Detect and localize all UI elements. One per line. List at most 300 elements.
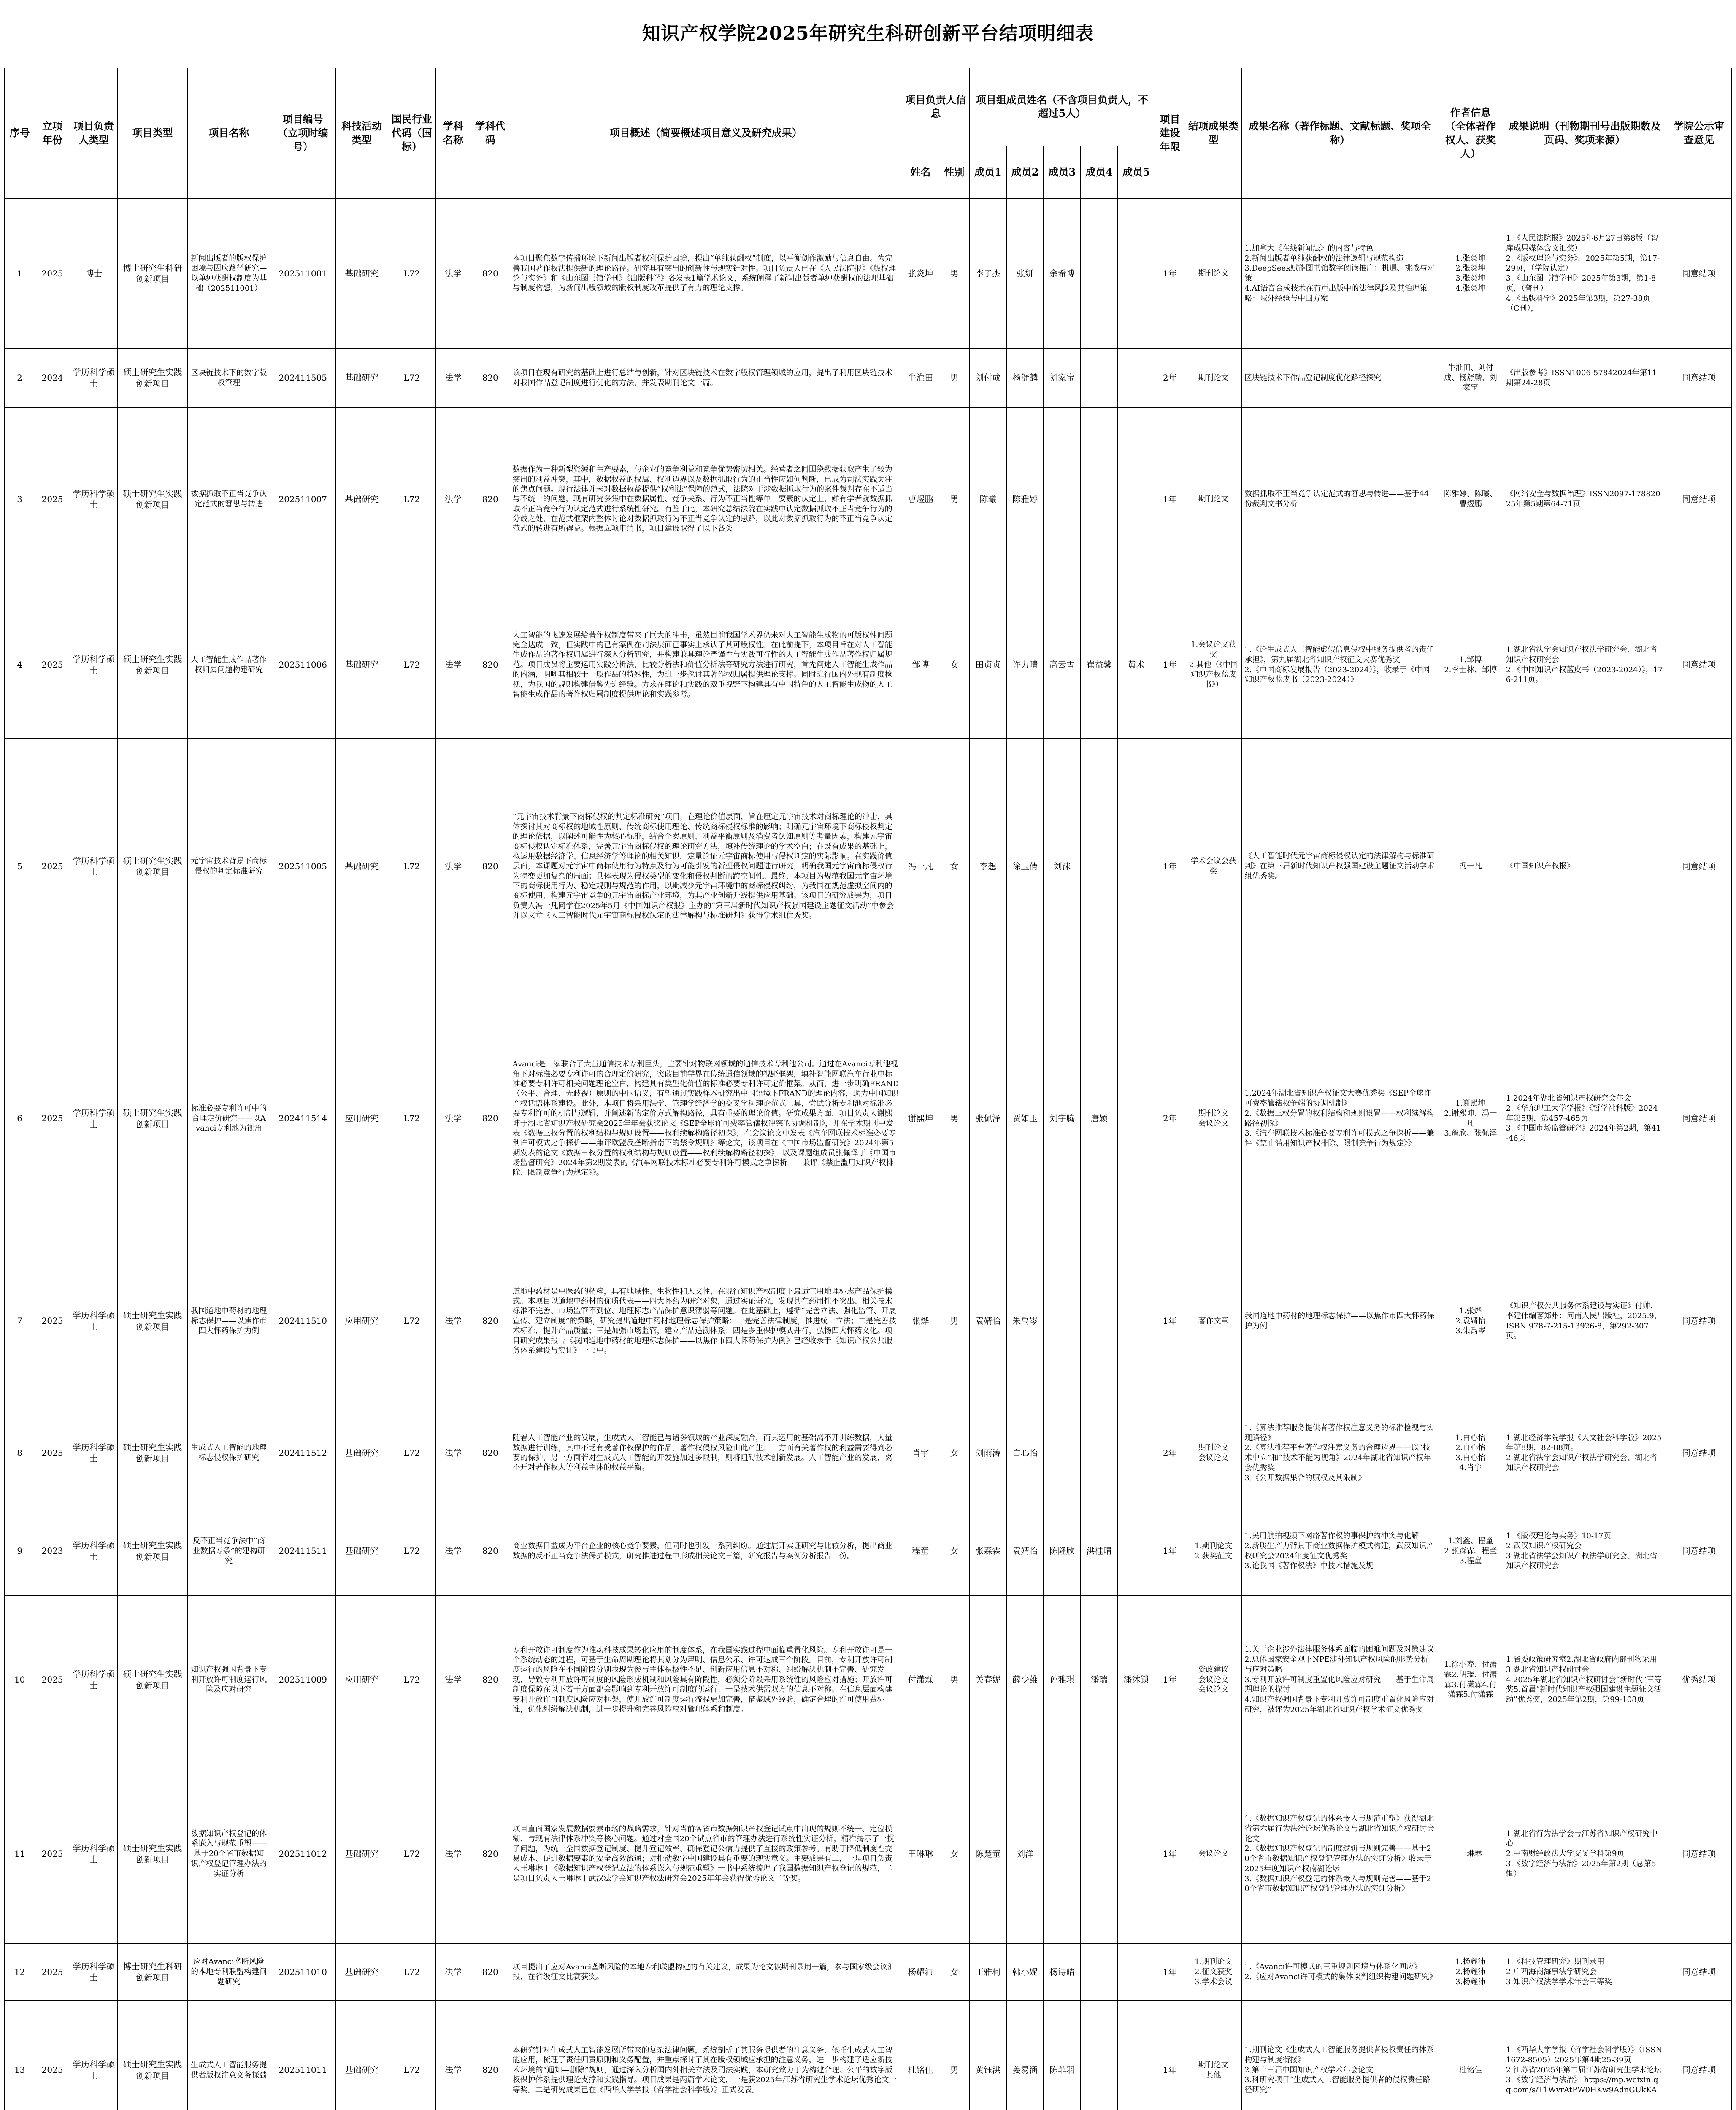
cell-member-2: 陈雅婷: [1006, 408, 1044, 591]
cell-activity-type: 基础研究: [335, 1399, 388, 1507]
cell-activity-type: 基础研究: [335, 408, 388, 591]
cell-discipline-code: 820: [471, 1944, 510, 2001]
cell-gender: 男: [939, 994, 969, 1243]
cell-project-type: 硕士研究生实践创新项目: [118, 349, 187, 408]
cell-activity-type: 基础研究: [335, 591, 388, 739]
cell-result-type: 期刊论文 其他: [1185, 2001, 1242, 2110]
cell-review: 同意结项: [1666, 739, 1731, 994]
cell-review: 同意结项: [1666, 199, 1731, 349]
table-row: [5, 1399, 1732, 1507]
table-body: [5, 199, 1732, 2110]
cell-project-name: 人工智能生成作品著作权归属问题构建研究: [187, 591, 270, 739]
cell-discipline: 法学: [436, 994, 471, 1243]
cell-member-2: 朱禹岑: [1006, 1243, 1044, 1399]
cell-member-1: 黄钰洪: [969, 2001, 1006, 2110]
cell-year: 2025: [35, 994, 70, 1243]
cell-summary: Avanci是一家联合了大量通信技术专利巨头，主要针对物联网领域的通信技术专利池公司。通过在Avanci专利池视角下对标准必要专利许可的合理定价研究，突破目前学界在传统通信领域的视野框架，填补智能网联汽车行业中标准必要专利许可相关问题理论空白，构建具有类型化价值的标准必要专利许可定价框架。从而，进一步明确FRAND（公平、合理、无歧视）原则的中国语义，有望通过实践样本研究出中国语境下FRAND的理论内容，助力中国知识产权话语体系建设。此外，本项目将采用法学、管理学经济学的交叉学科理论范式工具，尝试分析专利池对标准必要专利许可的机制与逻辑，并阐述新的定价方式解构路径，具有重要的理论价值。研究成果方面，项目负责人谢熙坤于湖北省知识产权研究会2025年年会获奖论文《SEP全球许可费率管辖权冲突的协调机制》，并在学术期刊中发表《数据三权分置的权利结构与规则设置——权利续解构路径初探》，在会议论文中发表《汽车网联技术标准必要专利许可模式之争探析——兼评欧盟反垄断指南下的禁令规则》等论文，该项目在《中国市场监督研究》2024年第5期发表的论文《数据三权分置的权利结构与规则设置——权利续解构路径初探》，以及课题组成员张佩泽于《中国市场监督研究》2024年第2期发表的《汽车网联技术标准必要专利许可模式之争探析——兼评《禁止滥用知识产权排除、限制竞争行为规定》》。: [510, 994, 902, 1243]
cell-project-type: 硕士研究生实践创新项目: [118, 1507, 187, 1596]
header-seq: 序号: [5, 68, 35, 199]
cell-authors: 1.张炎坤 2.张炎坤 3.张炎坤 4.张炎坤: [1438, 199, 1503, 349]
header-member-group: 项目组成员姓名（不含项目负责人，不超过5人）: [969, 68, 1155, 146]
cell-year: 2024: [35, 349, 70, 408]
cell-summary: 随着人工智能产业的发展，生成式人工智能已与诸多领域的产业深度融合，而其运用的基础离不开训练数据，大量数据进行训练，其中不乏有受著作权保护的作品，著作权侵权风险由此产生。一方面有关著作权的利益需要得到必要的保护，另一方面若对生成式人工智能的开发施加过多限制，则将阻碍技术创新发展。人工智能产业的发展，离不开对著作权人等利益主体的权益平衡。: [510, 1399, 902, 1507]
cell-authors: 冯一凡: [1438, 739, 1503, 994]
cell-discipline-code: 820: [471, 2001, 510, 2110]
cell-project-name: 应对Avanci垄断风险的本地专利联盟构建问题研究: [187, 1944, 270, 2001]
cell-result-type: 期刊论文 会议论文: [1185, 994, 1242, 1243]
cell-year: 2025: [35, 1596, 70, 1764]
cell-member-2: 薛少雄: [1006, 1596, 1044, 1764]
cell-leader-type: 学历科学硕士: [70, 1764, 118, 1944]
cell-member-3: [1044, 1399, 1081, 1507]
cell-summary: “元宇宙技术背景下商标侵权的判定标准研究”项目，在理论价值层面，旨在厘定元宇宙技术对商标理论的冲击，具体探讨其对商标权的地域性原则、传统商标使用理论、传统商标侵权标准的影响；明确元宇宙环境下商标侵权判定的理论依据，以阐述可能性为核心标准，结合个案原则、利益平衡原则及消费者认知原则等考量因素，构建元宇宙商标侵权认定标准体系，完善元宇宙商标侵权的理论研究方法，填补传统理论的学术空白；在既有成果的基础上，拟运用数据经济学、信息经济学等理论的相关知识，定量论证元宇宙商标使用与侵权判定的实际影响。在实践价值层面，本课题对元宇宙中商标使用行为特点及行为可能引发的新型侵权问题进行研究，明确我国元宇宙商标侵权行为特变更加复杂的局面；具体表现为侵权类型的变化和侵权判断的跨空间性。最终，本项目为规范我国元宇宙环境下的商标使用行为、稳定规则与规范的作用，以期减少元宇宙环境中的商标侵权纠纷，为我国在规范虚拟空间内的商标使用，构建元宇宙竞争的元宇宙商标产业环境，为其产业创新升级提供应用基础。该项目的研究成果为，项目负责人冯一凡同学在2025年5月《中国知识产权报》主办的“第三届新时代知识产权强国建设主题征文活动”中参会并以文章《人工智能时代元宇宙商标侵权认定的法律解构与标准研判》获得学术组优秀奖。: [510, 739, 902, 994]
cell-summary: 人工智能的飞速发展给著作权制度带来了巨大的冲击，虽然目前我国学术界仍未对人工智能生成物的可版权性问题完全达成一致，但实践中的已有案例在司法层面已事实上承认了其可版权性。在此前提下，本项目旨在对人工智能生成作品的著作权归属进行深入分析研究，并构建兼具理论严谨性与实践可行性的人工智能生成作品著作权归属规范。项目成员将主要运用实践分析法、比较分析法和价值分析法等研究方法进行研究，首先阐述人工智能生成作品的内涵，明晰其相较于一般作品的特殊性，为进一步探讨其著作权归属提供理论支撑。同时进行国内外现有制度检视，为我国的规则构建借鉴先进经验。力求在理论和实践的双重视野下构建具有中国特色的人工智能生成物的人工智能生成作品的著作权归属制度提供理论和实践参考。: [510, 591, 902, 739]
table-row: [5, 199, 1732, 349]
cell-review: 同意结项: [1666, 1243, 1731, 1399]
cell-seq: 3: [5, 408, 35, 591]
cell-leader-type: 学历科学硕士: [70, 408, 118, 591]
cell-authors: 1.徐小寿、付潇霖2.胡璟、付潇霖3.付潇霖4.付潇霖5.付潇霖: [1438, 1596, 1503, 1764]
cell-leader-type: 学历科学硕士: [70, 349, 118, 408]
cell-project-code: 202511011: [270, 2001, 335, 2110]
cell-member-5: 潘沐锁: [1117, 1596, 1155, 1764]
cell-leader-name: 杨耀沛: [902, 1944, 939, 2001]
cell-result-type: 期刊论文: [1185, 408, 1242, 591]
cell-discipline: 法学: [436, 1243, 471, 1399]
cell-econ-code: L72: [388, 739, 436, 994]
cell-leader-type: 学历科学硕士: [70, 739, 118, 994]
cell-summary: 项目提出了应对Avanci垄断风险的本地专利联盟构建的有关建议，成果为论文被期刊录用一篇，参与国家级会议汇报，在省级征文比赛获奖。: [510, 1944, 902, 2001]
cell-summary: 该项目在现有研究的基础上进行总结与创新，针对区块链技术在数字版权管理领域的应用，提出了利用区块链技术对我国作品登记制度进行优化的方法，并发表期刊论文一篇。: [510, 349, 902, 408]
cell-year: 2025: [35, 1243, 70, 1399]
cell-member-3: 杨诗晴: [1044, 1944, 1081, 2001]
cell-discipline: 法学: [436, 591, 471, 739]
cell-period: 1年: [1155, 1243, 1185, 1399]
cell-member-5: [1117, 408, 1155, 591]
cell-member-5: [1117, 349, 1155, 408]
cell-result-name: 数据抓取不正当竞争认定范式的窘思与转进——基于44份裁判文书分析: [1242, 408, 1438, 591]
cell-result-desc: 1.省委政策研究室2.湖北省政府内部刊物采用3.湖北省知识产权研讨会 4.2025年湖北省知识产权研讨会“新时代”三等奖5.首届“新时代知识产权强国建设主题征文活动”优秀奖，2025年第2期，第99-108页: [1503, 1596, 1666, 1764]
cell-activity-type: 基础研究: [335, 349, 388, 408]
table-row: [5, 349, 1732, 408]
header-review: 学院公示审查意见: [1666, 68, 1731, 199]
cell-project-name: 新闻出版者的版权保护困境与因应路径研究—以单纯获酬权制度为基础（202511001）: [187, 199, 270, 349]
cell-review: 同意结项: [1666, 2001, 1731, 2110]
cell-result-name: 1.《算法推荐服务提供者著作权注意义务的标准检视与实现路径》 2.《算法推荐平台著作权注意义务的合理边界——以“技术中立”和“技术不能为视角》2024年湖北省知识产权年会优秀奖 3.《公开数据集合的赋权及其限制》: [1242, 1399, 1438, 1507]
cell-summary: 专利开放许可制度作为推动科技成果转化应用的制度体系，在我国实践过程中面临重置化风险。专利开放许可是一个系统动态的过程，可基于生命周期理论将其划分为声明、信息公示、许可达成三个阶段。目前，专利开放许可制度运行的风险在不同阶段分别表现为参与主体积极性不足、创新应用信息不对称、纠纷解决机制不完善、研究发现，导致专利开放许可制度的风险形成机制和风险具有阶段性，必须分阶段采用系统性的风险应对措施；开放许可制度保障在以下若干方面都会影响到专利开放许可制度的运行：一是技术供需双方的信息不对称。在信息层面构建专利开放许可制度风险应对框架，使开放许可制度运行流程更加完善，借鉴域外经验，确定合理的许可使用费标准，优化纠纷解决机制，进一步提升和完善风险应对管理体系和制度。: [510, 1596, 902, 1764]
cell-member-3: 刘沫: [1044, 739, 1081, 994]
cell-gender: 女: [939, 739, 969, 994]
cell-period: 1年: [1155, 199, 1185, 349]
cell-project-code: 202511012: [270, 1764, 335, 1944]
cell-project-code: 202511009: [270, 1596, 335, 1764]
cell-gender: 女: [939, 1399, 969, 1507]
cell-member-2: 许力晴: [1006, 591, 1044, 739]
cell-project-type: 硕士研究生实践创新项目: [118, 408, 187, 591]
cell-result-type: 会议论文: [1185, 1764, 1242, 1944]
cell-gender: 女: [939, 1507, 969, 1596]
cell-result-desc: 1.《西华大学学报（哲学社会科学版）》（ISSN1672-8505）2025年第4期25-39页 2.江苏省2025年第二届江苏省研究生学术论坛 3.《数字经济与法治》 https://mp.weixin.qq.com/s/T1WvrAtPW0HKw9AdnGUkKA: [1503, 2001, 1666, 2110]
cell-seq: 1: [5, 199, 35, 349]
cell-member-3: 余希博: [1044, 199, 1081, 349]
header-result-name: 成果名称（著作标题、文献标题、奖项全称）: [1242, 68, 1438, 199]
cell-discipline-code: 820: [471, 739, 510, 994]
cell-result-desc: 《网络安全与数据治理》ISSN2097-17882025年第5期第64-71页: [1503, 408, 1666, 591]
cell-result-desc: 1.湖北经济学院学报《人文社会科学版》2025年第8期，82-88页。 2.湖北省法学会知识产权法学研究会、湖北省知识产权研究会: [1503, 1399, 1666, 1507]
cell-project-type: 硕士研究生实践创新项目: [118, 2001, 187, 2110]
cell-result-name: 1.民用航拍视频下网络著作权的事保护的冲突与化解 2.新质生产力背景下商业数据保护模式构建，武汉知识产权研究会2024年度征文优秀奖 3.论我国《著作权法》中技术措施及规: [1242, 1507, 1438, 1596]
cell-member-5: [1117, 1764, 1155, 1944]
cell-econ-code: L72: [388, 349, 436, 408]
cell-activity-type: 基础研究: [335, 739, 388, 994]
cell-authors: 牛淮田、刘付成、杨舒麟、刘家宝: [1438, 349, 1503, 408]
cell-review: 同意结项: [1666, 1507, 1731, 1596]
cell-review: 同意结项: [1666, 1944, 1731, 2001]
cell-member-4: [1081, 349, 1118, 408]
cell-member-2: 袁婧怡: [1006, 1507, 1044, 1596]
cell-member-1: 李子杰: [969, 199, 1006, 349]
header-member-2: 成员2: [1006, 146, 1044, 199]
cell-gender: 女: [939, 1944, 969, 2001]
cell-leader-type: 学历科学硕士: [70, 2001, 118, 2110]
cell-member-1: 关春妮: [969, 1596, 1006, 1764]
cell-result-type: 期刊论文: [1185, 349, 1242, 408]
cell-member-5: 黄术: [1117, 591, 1155, 739]
cell-result-type: 资政建议 会议论文 会议论文: [1185, 1596, 1242, 1764]
cell-discipline: 法学: [436, 1764, 471, 1944]
cell-project-name: 标准必要专利许可中的合理定价研究——以Avanci专利池为视角: [187, 994, 270, 1243]
cell-leader-name: 牛淮田: [902, 349, 939, 408]
page-title: 知识产权学院2025年研究生科研创新平台结项明细表: [642, 23, 1094, 44]
cell-seq: 2: [5, 349, 35, 408]
cell-econ-code: L72: [388, 1399, 436, 1507]
table-row: [5, 408, 1732, 591]
cell-year: 2025: [35, 591, 70, 739]
cell-discipline: 法学: [436, 199, 471, 349]
cell-gender: 男: [939, 349, 969, 408]
cell-member-1: 王雅柯: [969, 1944, 1006, 2001]
cell-period: 1年: [1155, 1764, 1185, 1944]
cell-discipline-code: 820: [471, 1399, 510, 1507]
cell-gender: 男: [939, 1243, 969, 1399]
header-member-4: 成员4: [1081, 146, 1118, 199]
cell-period: 1年: [1155, 1596, 1185, 1764]
cell-leader-name: 张烨: [902, 1243, 939, 1399]
cell-member-5: [1117, 2001, 1155, 2110]
cell-result-name: 1.关于企业涉外法律服务体系面临的困难问题及对策建议 2.总体国家安全观下NPE涉外知识产权风险的形势分析与应对策略 3.专利开放许可制度重置化风险应对研究——基于生命周期理论的探讨 4.知识产权强国背景下专利开放许可制度重置化风险应对研究，被评为2025年湖北省知识产权学术征文优秀奖: [1242, 1596, 1438, 1764]
cell-period: 1年: [1155, 2001, 1185, 2110]
cell-year: 2025: [35, 1944, 70, 2001]
cell-review: 同意结项: [1666, 994, 1731, 1243]
cell-member-4: [1081, 408, 1118, 591]
header-discipline: 学科名称: [436, 68, 471, 199]
cell-member-2: 韩小妮: [1006, 1944, 1044, 2001]
cell-member-4: [1081, 199, 1118, 349]
cell-discipline-code: 820: [471, 1596, 510, 1764]
cell-gender: 男: [939, 408, 969, 591]
cell-project-type: 硕士研究生实践创新项目: [118, 591, 187, 739]
cell-leader-type: 学历科学硕士: [70, 591, 118, 739]
cell-result-name: 1.期刊论文《生成式人工智能服务提供者侵权责任的体系构建与制度衔接》 2.第十三届中国知识产权学术年会论文 3.科研究项目“生成式人工智能服务提供者的侵权责任路径研究”: [1242, 2001, 1438, 2110]
cell-period: 2年: [1155, 1399, 1185, 1507]
cell-member-4: 唐颖: [1081, 994, 1118, 1243]
cell-activity-type: 应用研究: [335, 994, 388, 1243]
cell-seq: 9: [5, 1507, 35, 1596]
cell-result-desc: 1.2024年湖北省知识产权研究会年会 2.《华东理工大学学报》《哲学社科版》2024年第5期，第457-465页 3.《中国市场监管研究》2024年第2期，第41-46页: [1503, 994, 1666, 1243]
header-leader-group: 项目负责人信息: [902, 68, 969, 146]
cell-activity-type: 基础研究: [335, 2001, 388, 2110]
cell-leader-type: 学历科学硕士: [70, 1596, 118, 1764]
header-project-code: 项目编号（立项时编号）: [270, 68, 335, 199]
cell-result-type: 1.期刊论文 2.获奖征文: [1185, 1507, 1242, 1596]
cell-econ-code: L72: [388, 2001, 436, 2110]
cell-project-name: 数据抓取不正当竞争认定范式的窘思与转进: [187, 408, 270, 591]
cell-project-code: 202411511: [270, 1507, 335, 1596]
cell-member-1: 张佩泽: [969, 994, 1006, 1243]
table-row: [5, 2001, 1732, 2110]
cell-activity-type: 应用研究: [335, 1243, 388, 1399]
cell-discipline-code: 820: [471, 408, 510, 591]
header-authors: 作者信息（全体著作权人、获奖人）: [1438, 68, 1503, 199]
cell-result-type: 著作文章: [1185, 1243, 1242, 1399]
cell-project-name: 我国道地中药材的地理标志保护——以焦作市四大怀药保护为例: [187, 1243, 270, 1399]
table-row: [5, 1243, 1732, 1399]
cell-discipline: 法学: [436, 1507, 471, 1596]
cell-result-name: 《人工智能时代元宇宙商标侵权认定的法律解构与标准研判》在第三届新时代知识产权强国建设主题征文活动学术组优秀奖。: [1242, 739, 1438, 994]
cell-member-5: [1117, 1399, 1155, 1507]
cell-project-code: 202411514: [270, 994, 335, 1243]
cell-member-3: 陈隆欣: [1044, 1507, 1081, 1596]
cell-result-desc: 《中国知识产权报》: [1503, 739, 1666, 994]
cell-result-desc: 1.《科技管理研究》期刊录用 2.广西海商海事法学研究会 3.知识产权法学学术年会三等奖: [1503, 1944, 1666, 2001]
cell-summary: 本研究针对生成式人工智能发展所带来的复杂法律问题，系统剖析了其服务提供者的注意义务，依托生成式人工智能应用，梳理了责任归责原则和义务配置，并重点探讨了其在版权领域应承担的注意义务，进一步构建了适应新技术环境的“通知—删除”规则，通过深入分析国内外相关立法及司法实践，本研究致力于为构建合理、公平的数字版权保护体系提供理论支撑和实践指导。项目成果是两篇学术论文，一是获2025年江苏省研究生学术论坛优秀论文一等奖。二是研究成果已在《西华大学学报（哲学社会科学版）》正式发表。: [510, 2001, 902, 2110]
cell-discipline-code: 820: [471, 994, 510, 1243]
cell-member-1: 陈楚童: [969, 1764, 1006, 1944]
cell-member-4: 潘瑞: [1081, 1596, 1118, 1764]
cell-review: 同意结项: [1666, 591, 1731, 739]
cell-review: 同意结项: [1666, 1399, 1731, 1507]
cell-result-desc: 1.湖北省法学会知识产权法学研究会、湖北省知识产权研究会 2.《中国知识产权蓝皮书（2023-2024）》，176-211页。: [1503, 591, 1666, 739]
header-discipline-code: 学科代码: [471, 68, 510, 199]
cell-gender: 男: [939, 2001, 969, 2110]
cell-member-4: [1081, 739, 1118, 994]
results-table: [4, 68, 1732, 2110]
cell-project-name: 生成式人工智能的地理标志侵权保护研究: [187, 1399, 270, 1507]
cell-member-3: 高云雪: [1044, 591, 1081, 739]
cell-period: 2年: [1155, 349, 1185, 408]
header-leader-type: 项目负责人类型: [70, 68, 118, 199]
cell-member-4: 崔益馨: [1081, 591, 1118, 739]
cell-leader-type: 学历科学硕士: [70, 1399, 118, 1507]
cell-econ-code: L72: [388, 1764, 436, 1944]
cell-leader-type: 学历科学硕士: [70, 1507, 118, 1596]
cell-member-2: 刘洋: [1006, 1764, 1044, 1944]
cell-project-code: 202511006: [270, 591, 335, 739]
cell-member-3: 刘宇腾: [1044, 994, 1081, 1243]
cell-summary: 数据作为一种新型资源和生产要素，与企业的竞争利益和竞争优势密切相关。经营者之间围绕数据获取产生了较为突出的利益冲突，其中，数据权益的权属、权利边界以及数据抓取行为的正当性应如何判断，已成为司法实践关注的焦点问题。现行法律并未对数据权益提供“权利法”保障的范式，法院对于涉数据抓取行为的案件裁判存在不适当与不统一的问题，现有研究多集中在数据属性、竞争关系、行为不正当性等单一要素的认定上，鲜有学者就数据抓取不正当竞争行为认定范式进行系统性研究。有鉴于此，本研究总结法院在实践中认定数据抓取不正当竞争行为的分歧之处，在范式框架内整体讨论对数据抓取行为不正当竞争认定的思路，以此对数据抓取行为的不正当竞争认定范式的转进有所裨益。根据立项申请书，项目建设取得了以下各类: [510, 408, 902, 591]
cell-discipline-code: 820: [471, 1243, 510, 1399]
cell-discipline: 法学: [436, 1944, 471, 2001]
cell-discipline: 法学: [436, 739, 471, 994]
cell-seq: 6: [5, 994, 35, 1243]
cell-project-code: 202411512: [270, 1399, 335, 1507]
cell-result-name: 1.加拿大《在线新闻法》的内容与特色 2.新闻出版者单纯获酬权的法律逻辑与规范构造 3.DeepSeek赋能图书馆数字阅读推广：机遇、挑战与对策 4.AI语音合成技术在有声出版中的法律风险及其治理策略：域外经验与中国方案: [1242, 199, 1438, 349]
cell-summary: 商业数据日益成为平台企业的核心竞争要素，但同时也引发一系列纠纷。通过展开实证研究与比较分析，提出商业数据的反不正当竞争法保护模式，研究推进过程中形成相关论文三篇，研究报告与案例分析报告一份。: [510, 1507, 902, 1596]
cell-member-4: 洪桂晴: [1081, 1507, 1118, 1596]
table-row: [5, 1507, 1732, 1596]
cell-member-1: 袁婧怡: [969, 1243, 1006, 1399]
cell-econ-code: L72: [388, 591, 436, 739]
table-row: [5, 739, 1732, 994]
cell-period: 1年: [1155, 739, 1185, 994]
cell-discipline-code: 820: [471, 1507, 510, 1596]
cell-discipline: 法学: [436, 1596, 471, 1764]
header-year: 立项年份: [35, 68, 70, 199]
cell-activity-type: 基础研究: [335, 1764, 388, 1944]
cell-member-4: [1081, 1243, 1118, 1399]
cell-member-1: 田贞贞: [969, 591, 1006, 739]
cell-review: 同意结项: [1666, 408, 1731, 591]
cell-year: 2025: [35, 2001, 70, 2110]
cell-result-type: 期刊论文: [1185, 199, 1242, 349]
cell-review: 同意结项: [1666, 349, 1731, 408]
cell-project-name: 元宇宙技术背景下商标侵权的判定标准研究: [187, 739, 270, 994]
header-result-type: 结项成果类型: [1185, 68, 1242, 199]
cell-seq: 4: [5, 591, 35, 739]
cell-member-4: [1081, 2001, 1118, 2110]
cell-project-code: 202411510: [270, 1243, 335, 1399]
cell-leader-name: 邹博: [902, 591, 939, 739]
cell-period: 1年: [1155, 1507, 1185, 1596]
header-gender: 性别: [939, 146, 969, 199]
cell-leader-name: 张炎坤: [902, 199, 939, 349]
cell-activity-type: 基础研究: [335, 1507, 388, 1596]
cell-project-name: 知识产权强国背景下专利开放许可制度运行风险及应对研究: [187, 1596, 270, 1764]
cell-authors: 1.谢熙坤 2.谢熙坤、冯一凡 3.詹欣、张佩泽: [1438, 994, 1503, 1243]
cell-member-4: [1081, 1399, 1118, 1507]
cell-summary: 项目直面国家发展数据要素市场的战略需求，针对当前各省市数据知识产权登记试点中出现的规则不统一、定位模糊、与现有法律体系冲突等核心问题。通过对全国20个试点省市的管理办法进行系统性实证分析，精准揭示了一揽子问题，为统一全国数据登记制度、提升登记效率、确保登记公信力提供了直接的政策参考。有助于降低制度性交易成本、促进数据要素的安全高效流通；对推动数字中国建设具有重要的现实意义。主要成果有二，一是项目负责人王琳琳于《数据知识产权登记立法的体系嵌入与规范重塑》一书中系统梳理了我国数据知识产权登记的规范，二是项目负责人王琳琳于武汉法学会知识产权法研究会2025年年会获得优秀论文二等奖。: [510, 1764, 902, 1944]
cell-year: 2025: [35, 199, 70, 349]
cell-result-name: 1.《Avanci许可模式的三重规则困境与体系化回应》 2.《应对Avanci许可模式的集体谈判组织构建问题研究》: [1242, 1944, 1438, 2001]
cell-member-1: 刘付成: [969, 349, 1006, 408]
cell-member-2: 徐玉倩: [1006, 739, 1044, 994]
cell-member-5: [1117, 1507, 1155, 1596]
cell-result-desc: 《出版参考》ISSN1006-57842024年第11期第24-28页: [1503, 349, 1666, 408]
cell-period: 1年: [1155, 591, 1185, 739]
cell-result-type: 期刊论文 会议论文: [1185, 1399, 1242, 1507]
cell-leader-name: 谢熙坤: [902, 994, 939, 1243]
cell-result-name: 1.《数据知识产权登记的体系嵌入与规范重塑》获得湖北省第六届行为法治论坛优秀论文与湖北省知识产权研讨会论文 2.《数据知识产权登记的制度逻辑与规则完善——基于20个省市数据知识产权登记管理办法的实证分析》收录于2025年度知识产权南湖论坛 3.《数据知识产权登记的体系嵌入与规则完善——基于20个省市数据知识产权登记管理办法的实证分析》: [1242, 1764, 1438, 1944]
cell-project-code: 202411505: [270, 349, 335, 408]
header-period: 项目建设年限: [1155, 68, 1185, 199]
cell-discipline: 法学: [436, 2001, 471, 2110]
cell-member-5: [1117, 994, 1155, 1243]
header-member-5: 成员5: [1117, 146, 1155, 199]
cell-member-2: 杨舒麟: [1006, 349, 1044, 408]
cell-gender: 男: [939, 1596, 969, 1764]
cell-leader-name: 王琳琳: [902, 1764, 939, 1944]
cell-result-desc: 《知识产权公共服务体系建设与实证》付帅、李建伟编著郑州：河南人民出版社，2025.9，ISBN 978-7-215-13926-8，第292-307页。: [1503, 1243, 1666, 1399]
cell-member-1: 陈曦: [969, 408, 1006, 591]
cell-member-5: [1117, 739, 1155, 994]
cell-member-2: 贾如玉: [1006, 994, 1044, 1243]
cell-project-code: 202511005: [270, 739, 335, 994]
header-project-type: 项目类型: [118, 68, 187, 199]
table-row: [5, 1596, 1732, 1764]
cell-year: 2025: [35, 1399, 70, 1507]
cell-gender: 女: [939, 1764, 969, 1944]
cell-result-type: 学术会议会获奖: [1185, 739, 1242, 994]
cell-discipline: 法学: [436, 1399, 471, 1507]
cell-year: 2025: [35, 1764, 70, 1944]
cell-authors: 陈雅婷、陈曦、曹煜鹏: [1438, 408, 1503, 591]
cell-gender: 男: [939, 199, 969, 349]
table-row: [5, 1944, 1732, 2001]
cell-leader-type: 博士: [70, 199, 118, 349]
cell-econ-code: L72: [388, 1243, 436, 1399]
cell-result-desc: 1.湖北省行为法学会与江苏省知识产权研究中心 2.中南财经政法大学交叉学科第9页 3.《数字经济与法治》2025年第2期（总第5辑）: [1503, 1764, 1666, 1944]
cell-leader-name: 程童: [902, 1507, 939, 1596]
cell-project-name: 区块链技术下的数字版权管理: [187, 349, 270, 408]
cell-member-1: 张森霖: [969, 1507, 1006, 1596]
cell-result-desc: 1.《人民法院报》2025年6月27日第8版（智库成果媒体含文汇奖） 2.《版权理论与实务》，2025年第5期，第17-29页，（学院认定） 3.《山东图书馆学刊》2025年第3期，第1-8页，（普刊） 4.《出版科学》2025年第3期，第27-38页（C刊），: [1503, 199, 1666, 349]
cell-econ-code: L72: [388, 199, 436, 349]
cell-authors: 1.刘鑫、程童 2.张森霖、程童 3.程童: [1438, 1507, 1503, 1596]
cell-summary: 道地中药材是中医药的精粹，具有地域性、生物性和人文性，在现行知识产权制度下最适宜用地理标志产品保护模式。本项目以道地中药材的优质代表——四大怀药为研究对象，通过实证研究，发现其在药用性不突出、相关技术标准不完善、市场监管不到位、地理标志产品保护意识薄弱等问题。在此基础上，遵循“完善立法、强化监管、开展宣传、建立制度”的策略，研究提出道地中药材地理标志保护策略：一是完善法律制度，推进统一立法；二是完善技术标准，提升产品质量；三是加强市场监管，建立产品追溯体系；四是多重保护模式并行，弘扬四大怀药文化。项目研究成果报告《我国道地中药材的地理标志保护——以焦作市四大怀药保护为例》已经收录于《知识产权公共服务体系建设与实证》一书中。: [510, 1243, 902, 1399]
cell-result-desc: 1.《版权理论与实务》10-17页 2.武汉知识产权研究会 3.湖北省法学会知识产权法学研究会、湖北省知识产权研究会: [1503, 1507, 1666, 1596]
cell-period: 1年: [1155, 408, 1185, 591]
cell-econ-code: L72: [388, 1944, 436, 2001]
cell-period: 2年: [1155, 994, 1185, 1243]
cell-member-5: [1117, 1243, 1155, 1399]
cell-member-1: 刘雨涛: [969, 1399, 1006, 1507]
cell-leader-name: 肖宇: [902, 1399, 939, 1507]
cell-review: 同意结项: [1666, 1764, 1731, 1944]
cell-seq: 11: [5, 1764, 35, 1944]
cell-seq: 10: [5, 1596, 35, 1764]
cell-member-2: 张妍: [1006, 199, 1044, 349]
cell-discipline-code: 820: [471, 591, 510, 739]
table-row: [5, 591, 1732, 739]
cell-project-type: 博士研究生科研创新项目: [118, 199, 187, 349]
cell-member-3: [1044, 408, 1081, 591]
cell-econ-code: L72: [388, 408, 436, 591]
cell-discipline-code: 820: [471, 349, 510, 408]
cell-result-type: 1.期刊论文 2.征文获奖 3.学术会议: [1185, 1944, 1242, 2001]
cell-activity-type: 应用研究: [335, 1596, 388, 1764]
header-summary: 项目概述（简要概述项目意义及研究成果）: [510, 68, 902, 199]
cell-project-code: 202511001: [270, 199, 335, 349]
cell-authors: 1.邹博 2.李士林、邹博: [1438, 591, 1503, 739]
header-econ-code: 国民行业代码（国标）: [388, 68, 436, 199]
cell-member-3: 刘家宝: [1044, 349, 1081, 408]
cell-leader-type: 学历科学硕士: [70, 994, 118, 1243]
cell-leader-type: 学历科学硕士: [70, 1944, 118, 2001]
cell-project-code: 202511010: [270, 1944, 335, 2001]
cell-result-name: 区块链技术下作品登记制度优化路径探究: [1242, 349, 1438, 408]
cell-member-2: 姜易涵: [1006, 2001, 1044, 2110]
cell-project-name: 数据知识产权登记的体系嵌入与规范重塑——基于20个省市数据知识产权登记管理办法的实证分析: [187, 1764, 270, 1944]
cell-gender: 女: [939, 591, 969, 739]
cell-project-type: 硕士研究生实践创新项目: [118, 1596, 187, 1764]
cell-member-3: 陈菲羽: [1044, 2001, 1081, 2110]
cell-leader-name: 付潇霖: [902, 1596, 939, 1764]
cell-summary: 本项目聚焦数字传播环境下新闻出版者权利保护困境，提出“单纯获酬权”制度，以平衡创作激励与信息自由。为完善我国著作权法提供新的理论路径。研究具有突出的创新性与现实针对性。项目负责人已在《人民法院报》《版权理论与实务》和《山东图书馆学刊》《出版科学》各发表1篇学术论文，系统阐释了新闻出版者单纯获酬权的法理基础与制度构想，为新闻出版领域的版权制度改革提供了有力的理论支撑。: [510, 199, 902, 349]
cell-project-type: 博士研究生科研创新项目: [118, 1944, 187, 2001]
cell-authors: 杜铭佳: [1438, 2001, 1503, 2110]
cell-project-type: 硕士研究生实践创新项目: [118, 739, 187, 994]
cell-year: 2025: [35, 739, 70, 994]
